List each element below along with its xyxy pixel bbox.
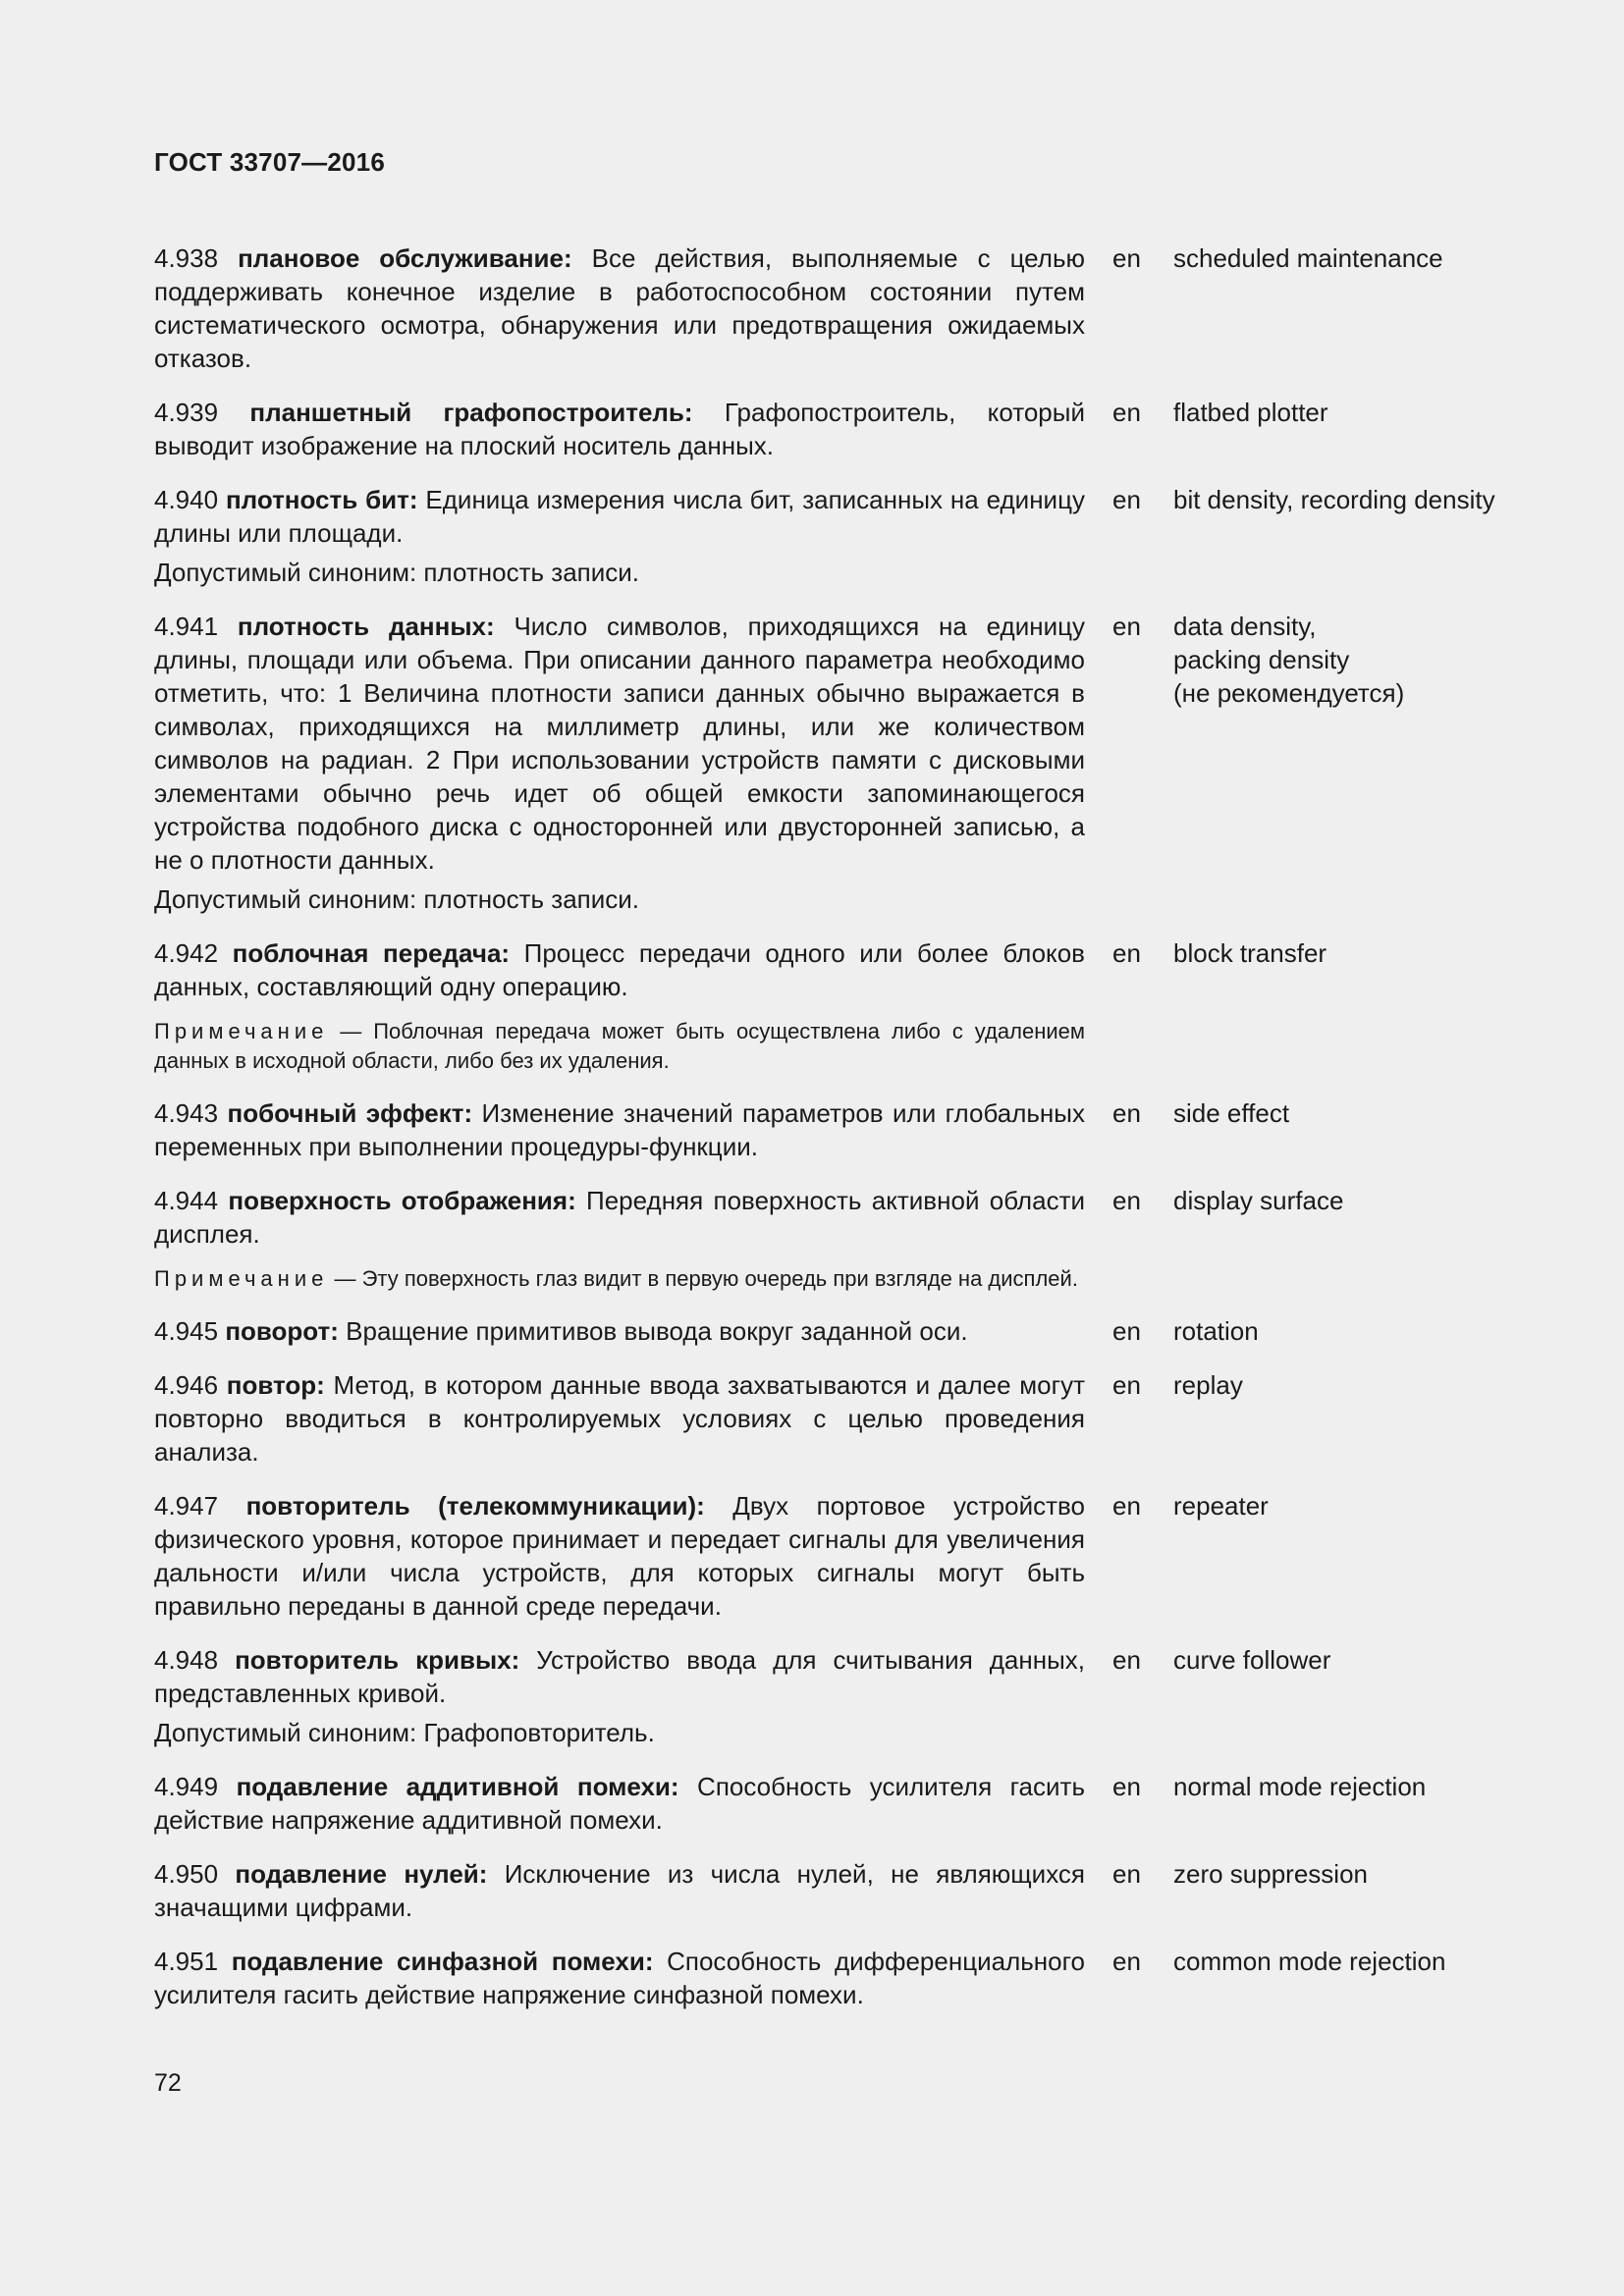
document-header: ГОСТ 33707—2016 [154, 147, 385, 177]
term-name: повтор: [226, 1370, 325, 1400]
term-name: побочный эффект: [227, 1098, 473, 1128]
synonym-line: Допустимый синоним: Графоповторитель. [154, 1718, 655, 1747]
language-code: en [1112, 1491, 1141, 1521]
synonym-line: Допустимый синоним: плотность записи. [154, 558, 639, 587]
english-equivalent: zero suppression [1173, 1859, 1368, 1889]
term-name: плановое обслуживание: [238, 243, 572, 273]
term-name: подавление аддитивной помехи: [236, 1772, 679, 1801]
term-definition [154, 1857, 1085, 1924]
term-entry-4-943 [154, 1096, 1529, 1163]
definition-text: Изменение значений параметров или глобальных переменных при выполнении процедуры-функции. [154, 1098, 1085, 1161]
note [154, 1017, 1085, 1076]
term-entry-4-950 [154, 1857, 1529, 1924]
term-definition [154, 483, 1085, 550]
language-code: en [1112, 1859, 1141, 1889]
term-definition [154, 1314, 1085, 1348]
definition-text: Двух портовое устройство физического уровня, которое принимает и передает сигналы для увеличения дальности и/или числа устройств, для которых сигналы могут быть правильно переданы в данной среде передачи. [154, 1491, 1085, 1621]
term-definition [154, 610, 1085, 877]
term-definition [154, 396, 1085, 462]
term-number: 4.938 [154, 243, 219, 273]
note-label: Примечание [154, 1019, 329, 1043]
definition-text: Передняя поверхность активной области дисплея. [154, 1186, 1085, 1249]
language-code: en [1112, 1370, 1141, 1400]
term-definition [154, 1368, 1085, 1468]
term-entry-4-949 [154, 1770, 1529, 1837]
term-name: плотность бит: [225, 485, 418, 514]
term-entry-4-946 [154, 1368, 1529, 1468]
english-equivalent: repeater [1173, 1491, 1269, 1521]
page-number: 72 [154, 2069, 182, 2097]
term-number: 4.950 [154, 1859, 219, 1889]
term-number: 4.941 [154, 612, 219, 641]
term-definition [154, 1945, 1085, 2011]
note [154, 1264, 1085, 1294]
note-text: — Поблочная передача может быть осуществлена либо с удалением данных в исходной области, либо без их удаления. [154, 1019, 1085, 1073]
term-entry-4-948 [154, 1643, 1529, 1749]
definition-text: Метод, в котором данные ввода захватываются и далее могут повторно вводиться в контролируемых условиях с целью проведения анализа. [154, 1370, 1085, 1467]
note-label: Примечание [154, 1266, 329, 1291]
term-number: 4.949 [154, 1772, 219, 1801]
language-code: en [1112, 1098, 1141, 1128]
definition-text: Способность усилителя гасить действие напряжение аддитивной помехи. [154, 1772, 1085, 1835]
definition-text: Устройство ввода для считывания данных, представленных кривой. [154, 1645, 1086, 1708]
english-equivalent: flatbed plotter [1173, 398, 1328, 427]
language-code: en [1112, 398, 1141, 427]
definition-text: Исключение из числа нулей, не являющихся значащими цифрами. [154, 1859, 1085, 1922]
english-equivalent: bit density, recording density [1173, 485, 1495, 514]
term-name: планшетный графопостроитель: [249, 398, 693, 427]
term-entry-4-939 [154, 396, 1529, 462]
term-name: плотность данных: [237, 612, 495, 641]
term-number: 4.942 [154, 938, 219, 968]
term-number: 4.945 [154, 1316, 219, 1346]
definition-text: Все действия, выполняемые с целью поддерживать конечное изделие в работоспособном состоянии путем систематического осмотра, обнаружения или предотвращения ожидаемых отказов. [154, 243, 1085, 373]
term-number: 4.947 [154, 1491, 219, 1521]
english-equivalent: rotation [1173, 1316, 1259, 1346]
term-number: 4.948 [154, 1645, 219, 1675]
english-equivalent: side effect [1173, 1098, 1290, 1128]
term-name: повторитель (телекоммуникации): [245, 1491, 705, 1521]
term-entry-4-951 [154, 1945, 1529, 2011]
term-definition [154, 936, 1085, 1003]
definition-text: Единица измерения числа бит, записанных на единицу длины или площади. [154, 485, 1085, 548]
english-equivalent: data density, packing density (не рекомендуется) [1173, 612, 1405, 708]
english-equivalent: scheduled maintenance [1173, 243, 1443, 273]
term-definition [154, 1770, 1085, 1837]
language-code: en [1112, 1772, 1141, 1801]
term-definition [154, 1489, 1085, 1623]
language-code: en [1112, 1947, 1141, 1976]
synonym-line: Допустимый синоним: плотность записи. [154, 884, 639, 914]
term-name: поворот: [225, 1316, 339, 1346]
term-number: 4.951 [154, 1947, 219, 1976]
language-code: en [1112, 612, 1141, 641]
language-code: en [1112, 1186, 1141, 1215]
definition-text: Способность дифференциального усилителя гасить действие напряжение синфазной помехи. [154, 1947, 1085, 2009]
term-number: 4.940 [154, 485, 219, 514]
term-number: 4.943 [154, 1098, 219, 1128]
term-definition [154, 241, 1085, 375]
term-number: 4.939 [154, 398, 219, 427]
term-entry-4-938 [154, 241, 1529, 375]
definition-text: Графопостроитель, который выводит изображение на плоский носитель данных. [154, 398, 1085, 460]
language-code: en [1112, 1316, 1141, 1346]
term-entry-4-940 [154, 483, 1529, 589]
note-text: — Эту поверхность глаз видит в первую очередь при взгляде на дисплей. [328, 1266, 1078, 1291]
term-entry-4-947 [154, 1489, 1529, 1623]
term-name: поблочная передача: [232, 938, 511, 968]
english-equivalent: block transfer [1173, 938, 1327, 968]
term-entry-4-941 [154, 610, 1529, 916]
definition-text: Число символов, приходящихся на единицу длины, площади или объема. При описании данного параметра необходимо отметить, что: 1 Величина плотности записи данных обычно выражается в символах, приходящихся на миллиметр длины, или же количеством символов на радиан. 2 При использовании устройств памяти с дисковыми элементами обычно речь идет об общей емкости запоминающегося устройства подобного диска с односторонней или двусторонней записью, а не о плотности данных. [154, 612, 1085, 875]
english-equivalent: normal mode rejection [1173, 1772, 1427, 1801]
english-equivalent: replay [1173, 1370, 1243, 1400]
term-definition [154, 1096, 1085, 1163]
term-entry-4-942 [154, 936, 1529, 1076]
term-name: подавление нулей: [235, 1859, 488, 1889]
term-definition [154, 1184, 1085, 1251]
language-code: en [1112, 243, 1141, 273]
terms-list [154, 241, 1529, 2032]
term-name: повторитель кривых: [235, 1645, 520, 1675]
term-name: поверхность отображения: [228, 1186, 576, 1215]
term-entry-4-945 [154, 1314, 1529, 1348]
language-code: en [1112, 485, 1141, 514]
english-equivalent: curve follower [1173, 1645, 1331, 1675]
english-equivalent: common mode rejection [1173, 1947, 1446, 1976]
language-code: en [1112, 938, 1141, 968]
term-entry-4-944 [154, 1184, 1529, 1294]
term-number: 4.946 [154, 1370, 219, 1400]
language-code: en [1112, 1645, 1141, 1675]
term-definition [154, 1643, 1085, 1710]
definition-text: Вращение примитивов вывода вокруг заданной оси. [338, 1316, 968, 1346]
term-number: 4.944 [154, 1186, 219, 1215]
english-equivalent: display surface [1173, 1186, 1344, 1215]
definition-text: Процесс передачи одного или более блоков данных, составляющий одну операцию. [154, 938, 1085, 1001]
term-name: подавление синфазной помехи: [231, 1947, 654, 1976]
